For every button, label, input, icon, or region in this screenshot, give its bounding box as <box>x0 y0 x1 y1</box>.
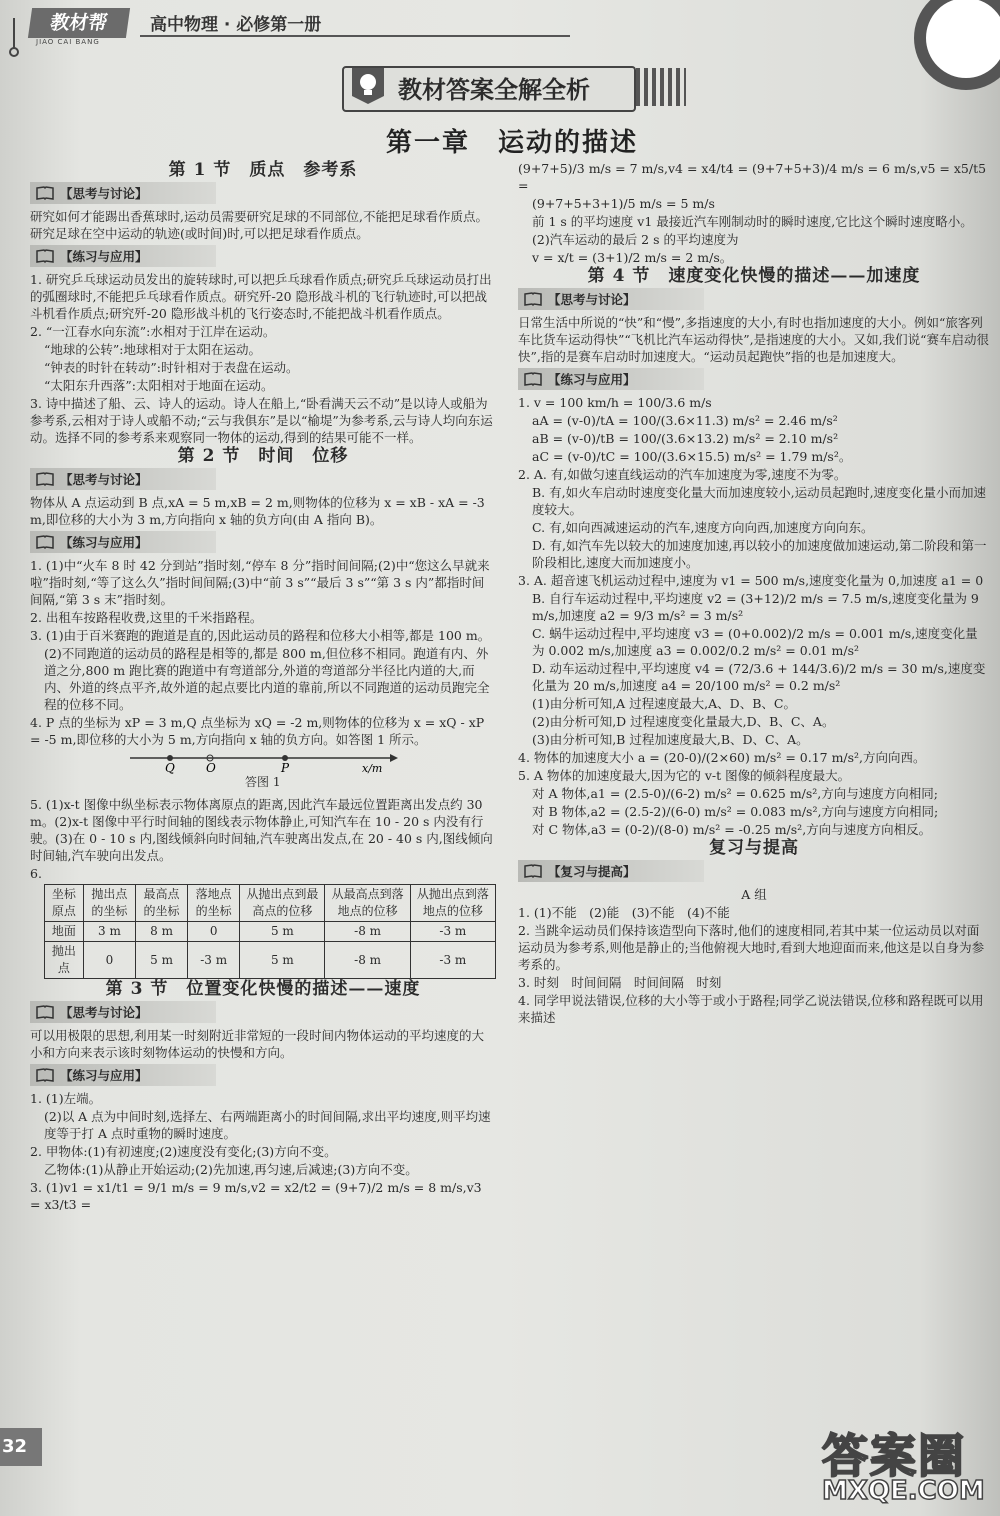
book-icon <box>36 249 54 263</box>
think-tag: 【思考与讨论】 <box>30 1001 216 1023</box>
axis-label: x/m <box>362 762 383 774</box>
answer-text: aA = (v-0)/tA = 100/(3.6×11.3) m/s² = 2.46 m/s² <box>532 413 838 428</box>
table-cell: -3 m <box>410 922 495 942</box>
answer-text: 4. 同学甲说法错误,位移的大小等于或小于路程;同学乙说法错误,位移和路程既可以用来描述 <box>518 993 984 1025</box>
watermark-logo-text: 答案圈 <box>822 1429 966 1483</box>
think-tag: 【思考与讨论】 <box>30 468 216 490</box>
answer-text: 对 A 物体,a1 = (2.5-0)/(6-2) m/s² = 0.625 m/s²,方向与速度方向相同; <box>532 786 938 801</box>
table-header-cell: 抛出点的坐标 <box>83 885 135 922</box>
answer-text: (2)不同跑道的运动员的路程是相等的,都是 800 m,但位移不相同。跑道有内、外道之分,800 m 跑比赛的跑道中有弯道部分,外道的弯道部分半径比内道的大,而内、外道的终点平齐,故外道的起点要比内道的靠前,所以不同跑道的运动员跑完全程的位移不同。 <box>44 646 490 712</box>
table-header-cell: 落地点的坐标 <box>188 885 240 922</box>
answer-text: 对 B 物体,a2 = (2.5-2)/(6-0) m/s² = 0.083 m/s²,方向与速度方向相同; <box>532 804 939 819</box>
origin-label: O <box>206 761 216 774</box>
table-cell: -8 m <box>325 942 410 979</box>
table-cell: 5 m <box>240 942 325 979</box>
header-rule <box>140 35 570 37</box>
review-tag: 【复习与提高】 <box>518 860 704 882</box>
answer-text: “钟表的时针在转动”:时针相对于表盘在运动。 <box>44 360 299 375</box>
answer-text: 1. v = 100 km/h = 100/3.6 m/s <box>518 395 712 410</box>
answer-text: 5. (1)x-t 图像中纵坐标表示物体离原点的距离,因此汽车最远位置距离出发点约 30 m。(2)x-t 图像中平行时间轴的图线表示物体静止,可知汽车在 10 - 20 s 内没有行驶。(3)在 0 - 10 s 内,图线倾斜向时间轴,汽车驶离出发点,在 20 - 40 s 内,图线倾向时间轴,汽车驶向出发点。 <box>30 797 493 863</box>
table-cell: -8 m <box>325 922 410 942</box>
section-title: 第 4 节 速度变化快慢的描述——加速度 <box>587 266 921 286</box>
table-header-cell: 坐标原点 <box>45 885 84 922</box>
right-column <box>518 160 990 1027</box>
answer-text: 5. A 物体的加速度最大,因为它的 v-t 图像的倾斜程度最大。 <box>518 768 851 783</box>
table-cell: 3 m <box>83 922 135 942</box>
answer-text: 3. (1)v1 = x1/t1 = 9/1 m/s = 9 m/s,v2 = x2/t2 = (9+7)/2 m/s = 8 m/s,v3 = x3/t3 = <box>30 1180 482 1212</box>
book-icon <box>36 1068 54 1082</box>
answer-text: 对 C 物体,a3 = (0-2)/(8-0) m/s² = -0.25 m/s²,方向与速度方向相反。 <box>532 822 932 837</box>
left-column <box>30 160 496 1214</box>
answer-text: 1. 研究乒乓球运动员发出的旋转球时,可以把乒乓球看作质点;研究乒乓球运动员打出的弧圈球时,不能把乒乓球看作质点。研究歼-20 隐形战斗机的飞行轨迹时,可以把战斗机看作质点;研究歼-20 隐形战斗机的飞行姿态时,不能把战斗机看作质点。 <box>30 272 492 321</box>
section-title: 第 2 节 时间 位移 <box>177 446 349 466</box>
table-row <box>45 942 496 979</box>
answer-text: aC = (v-0)/tC = 100/(3.6×15.5) m/s² = 1.79 m/s²。 <box>532 449 852 464</box>
table-header-row <box>45 885 496 922</box>
book-icon <box>524 292 542 306</box>
answer-text: 1. (1)左端。 <box>30 1091 102 1106</box>
answer-text: “太阳东升西落”:太阳相对于地面在运动。 <box>44 378 274 393</box>
practice-tag: 【练习与应用】 <box>30 245 216 267</box>
answer-text: 1. (1)中“火车 8 时 42 分到站”指时刻,“停车 8 分”指时间间隔;(2)中“您这么早就来啦”指时刻,“等了这么久”指时间间隔;(3)中“前 3 s”“最后 3 s”“第 3 s 内”都指时间间隔,“第 3 s 末”指时刻。 <box>30 558 490 607</box>
answer-text: 可以用极限的思想,利用某一时刻附近非常短的一段时间内物体运动的平均速度的大小和方向来表示该时刻物体运动的快慢和方向。 <box>30 1028 484 1060</box>
answer-text: (3)由分析可知,B 过程加速度最大,B、D、C、A。 <box>532 732 809 747</box>
section-title: 复习与提高 <box>709 838 799 858</box>
table-cell: 5 m <box>240 922 325 942</box>
coordinate-table <box>44 884 496 979</box>
table-cell: -3 m <box>188 942 240 979</box>
answer-text: aB = (v-0)/tB = 100/(3.6×13.2) m/s² = 2.10 m/s² <box>532 431 839 446</box>
section-title: 第 1 节 质点 参考系 <box>168 160 358 180</box>
answer-text: 3. (1)由于百米赛跑的跑道是直的,因此运动员的路程和位移大小相等,都是 100 m。 <box>30 628 491 643</box>
book-icon <box>36 472 54 486</box>
watermark-url: MXQE.COM <box>822 1476 985 1506</box>
answer-text: 3. A. 超音速飞机运动过程中,速度为 v1 = 500 m/s,速度变化量为 0,加速度 a1 = 0 <box>518 573 984 588</box>
answer-text: (2)由分析可知,D 过程速度变化量最大,D、B、C、A。 <box>532 714 835 729</box>
book-icon <box>36 186 54 200</box>
answer-text: 2. 出租车按路程收费,这里的千米指路程。 <box>30 610 263 625</box>
answer-text: B. 有,如火车启动时速度变化量大而加速度较小,运动员起跑时,速度变化量小而加速度较大。 <box>532 485 987 517</box>
answer-text: B. 自行车运动过程中,平均速度 v2 = (3+12)/2 m/s = 7.5 m/s,速度变化量为 9 m/s,加速度 a2 = 9/3 m/s² = 3 m/s² <box>532 591 979 623</box>
answer-text: (1)由分析可知,A 过程速度最大,A、D、B、C。 <box>532 696 796 711</box>
group-label: A 组 <box>741 887 767 902</box>
lightbulb-icon <box>348 66 388 106</box>
book-title: 高中物理 · 必修第一册 <box>150 15 322 35</box>
answer-text: 3. 诗中描述了船、云、诗人的运动。诗人在船上,“卧看满天云不动”是以诗人或船为参考系,云相对于诗人或船不动;“云与我俱东”是以“榆堤”为参考系,云与诗人均向东运动。选择不同的参考系来观察同一物体的运动,得到的结果可能不一样。 <box>30 396 493 445</box>
answer-text: D. 有,如汽车先以较大的加速度加速,再以较小的加速度做加速运动,第二阶段和第一阶段相比,速度大而加速度小。 <box>532 538 987 570</box>
answer-text: (9+7+5)/3 m/s = 7 m/s,v4 = x4/t4 = (9+7+5+3)/4 m/s = 6 m/s,v5 = x5/t5 = <box>518 161 987 193</box>
answer-text: D. 动车运动过程中,平均速度 v4 = (72/3.6 + 144/3.6)/2 m/s = 30 m/s,速度变化量为 20 m/s,加速度 a4 = 20/100 m/s² = 0.2 m/s² <box>532 661 986 693</box>
table-header-cell: 从最高点到落地点的位移 <box>325 885 410 922</box>
answer-text: 4. 物体的加速度大小 a = (20-0)/(2×60) m/s² = 0.17 m/s²,方向向西。 <box>518 750 926 765</box>
table-header-cell: 从抛出点到最高点的位移 <box>240 885 325 922</box>
answer-text: 乙物体:(1)从静止开始运动;(2)先加速,再匀速,后减速;(3)方向不变。 <box>44 1162 418 1177</box>
point-q-label: Q <box>165 761 175 774</box>
watermark <box>822 1420 992 1510</box>
figure-number-line <box>30 750 496 794</box>
table-header-cell: 最高点的坐标 <box>136 885 188 922</box>
chapter-title: 第一章 运动的描述 <box>386 128 639 158</box>
think-tag: 【思考与讨论】 <box>30 182 216 204</box>
practice-tag: 【练习与应用】 <box>30 531 216 553</box>
answer-text: (2)汽车运动的最后 2 s 的平均速度为 <box>532 232 739 247</box>
answer-text: 1. (1)不能 (2)能 (3)不能 (4)不能 <box>518 905 730 920</box>
practice-tag: 【练习与应用】 <box>518 368 704 390</box>
corner-ring-icon <box>914 0 1000 90</box>
answer-text: 研究如何才能踢出香蕉球时,运动员需要研究足球的不同部位,不能把足球看作质点。研究足球在空中运动的轨迹(或时间)时,可以把足球看作质点。 <box>30 209 488 241</box>
answer-text: 2. “一江春水向东流”:水相对于江岸在运动。 <box>30 324 276 339</box>
think-tag: 【思考与讨论】 <box>518 288 704 310</box>
page-number: 32 <box>0 1428 42 1466</box>
table-cell: 地面 <box>45 922 84 942</box>
answer-text: 6. <box>30 866 42 881</box>
answer-text: 前 1 s 的平均速度 v1 最接近汽车刚制动时的瞬时速度,它比这个瞬时速度略小。 <box>532 214 973 229</box>
banner-title: 教材答案全解全析 <box>398 76 590 104</box>
answer-text: 2. 甲物体:(1)有初速度;(2)速度没有变化;(3)方向不变。 <box>30 1144 337 1159</box>
table-cell: 抛出点 <box>45 942 84 979</box>
answer-text: C. 蜗牛运动过程中,平均速度 v3 = (0+0.002)/2 m/s = 0.001 m/s,速度变化量为 0.002 m/s,加速度 a3 = 0.002/0.2 m/s² = 0.01 m/s² <box>532 626 978 658</box>
answer-text: 日常生活中所说的“快”和“慢”,多指速度的大小,有时也指加速度的大小。例如“旅客列车比货车运动得快”“飞机比汽车运动得快”,是指速度的大小。又如,我们说“赛车启动很快”,指的是赛车启动时加速度大。“运动员起跑快”指的也是加速度大。 <box>518 315 990 364</box>
brand-logo: 教材帮 <box>28 8 130 38</box>
answer-text: C. 有,如向西减速运动的汽车,速度方向向西,加速度方向向东。 <box>532 520 874 535</box>
book-icon <box>36 1005 54 1019</box>
book-icon <box>524 864 542 878</box>
table-cell: 8 m <box>136 922 188 942</box>
book-icon <box>36 535 54 549</box>
table-cell: 5 m <box>136 942 188 979</box>
banner-stripes <box>636 68 686 106</box>
table-cell: -3 m <box>410 942 495 979</box>
section-title: 第 3 节 位置变化快慢的描述——速度 <box>105 979 421 999</box>
answer-text: 4. P 点的坐标为 xP = 3 m,Q 点坐标为 xQ = -2 m,则物体的位移为 x = xQ - xP = -5 m,即位移的大小为 5 m,方向指向 x 轴的负方向。如答图 1 所示。 <box>30 715 485 747</box>
book-icon <box>524 372 542 386</box>
answer-text: 2. 当跳伞运动员们保持该造型向下落时,他们的速度相同,若其中某一位运动员以对面运动员为参考系,则他是静止的;当他俯视大地时,看到大地迎面而来,他这是以自身为参考系的。 <box>518 923 985 972</box>
table-cell: 0 <box>83 942 135 979</box>
table-cell: 0 <box>188 922 240 942</box>
answer-text: (2)以 A 点为中间时刻,选择左、右两端距离小的时间间隔,求出平均速度,则平均速度等于打 A 点时重物的瞬时速度。 <box>44 1109 491 1141</box>
brand-subtitle: JIAO CAI BANG <box>36 38 100 46</box>
figure-caption: 答图 1 <box>245 775 281 789</box>
number-line-graphic <box>130 750 430 774</box>
answer-text: “地球的公转”:地球相对于太阳在运动。 <box>44 342 261 357</box>
practice-tag: 【练习与应用】 <box>30 1064 216 1086</box>
answer-text: (9+7+5+3+1)/5 m/s = 5 m/s <box>532 196 715 211</box>
table-row <box>45 922 496 942</box>
answer-text: 物体从 A 点运动到 B 点,xA = 5 m,xB = 2 m,则物体的位移为 x = xB - xA = -3 m,即位移的大小为 3 m,方向指向 x 轴的负方向(由 A 指向 B)。 <box>30 495 485 527</box>
answer-text: 2. A. 有,如做匀速直线运动的汽车加速度为零,速度不为零。 <box>518 467 847 482</box>
answer-text: v = x/t = (3+1)/2 m/s = 2 m/s。 <box>532 250 733 265</box>
point-p-label: P <box>281 761 290 774</box>
table-header-cell: 从抛出点到落地点的位移 <box>410 885 495 922</box>
answer-text: 3. 时刻 时间间隔 时间间隔 时刻 <box>518 975 722 990</box>
pin-icon <box>8 18 20 58</box>
